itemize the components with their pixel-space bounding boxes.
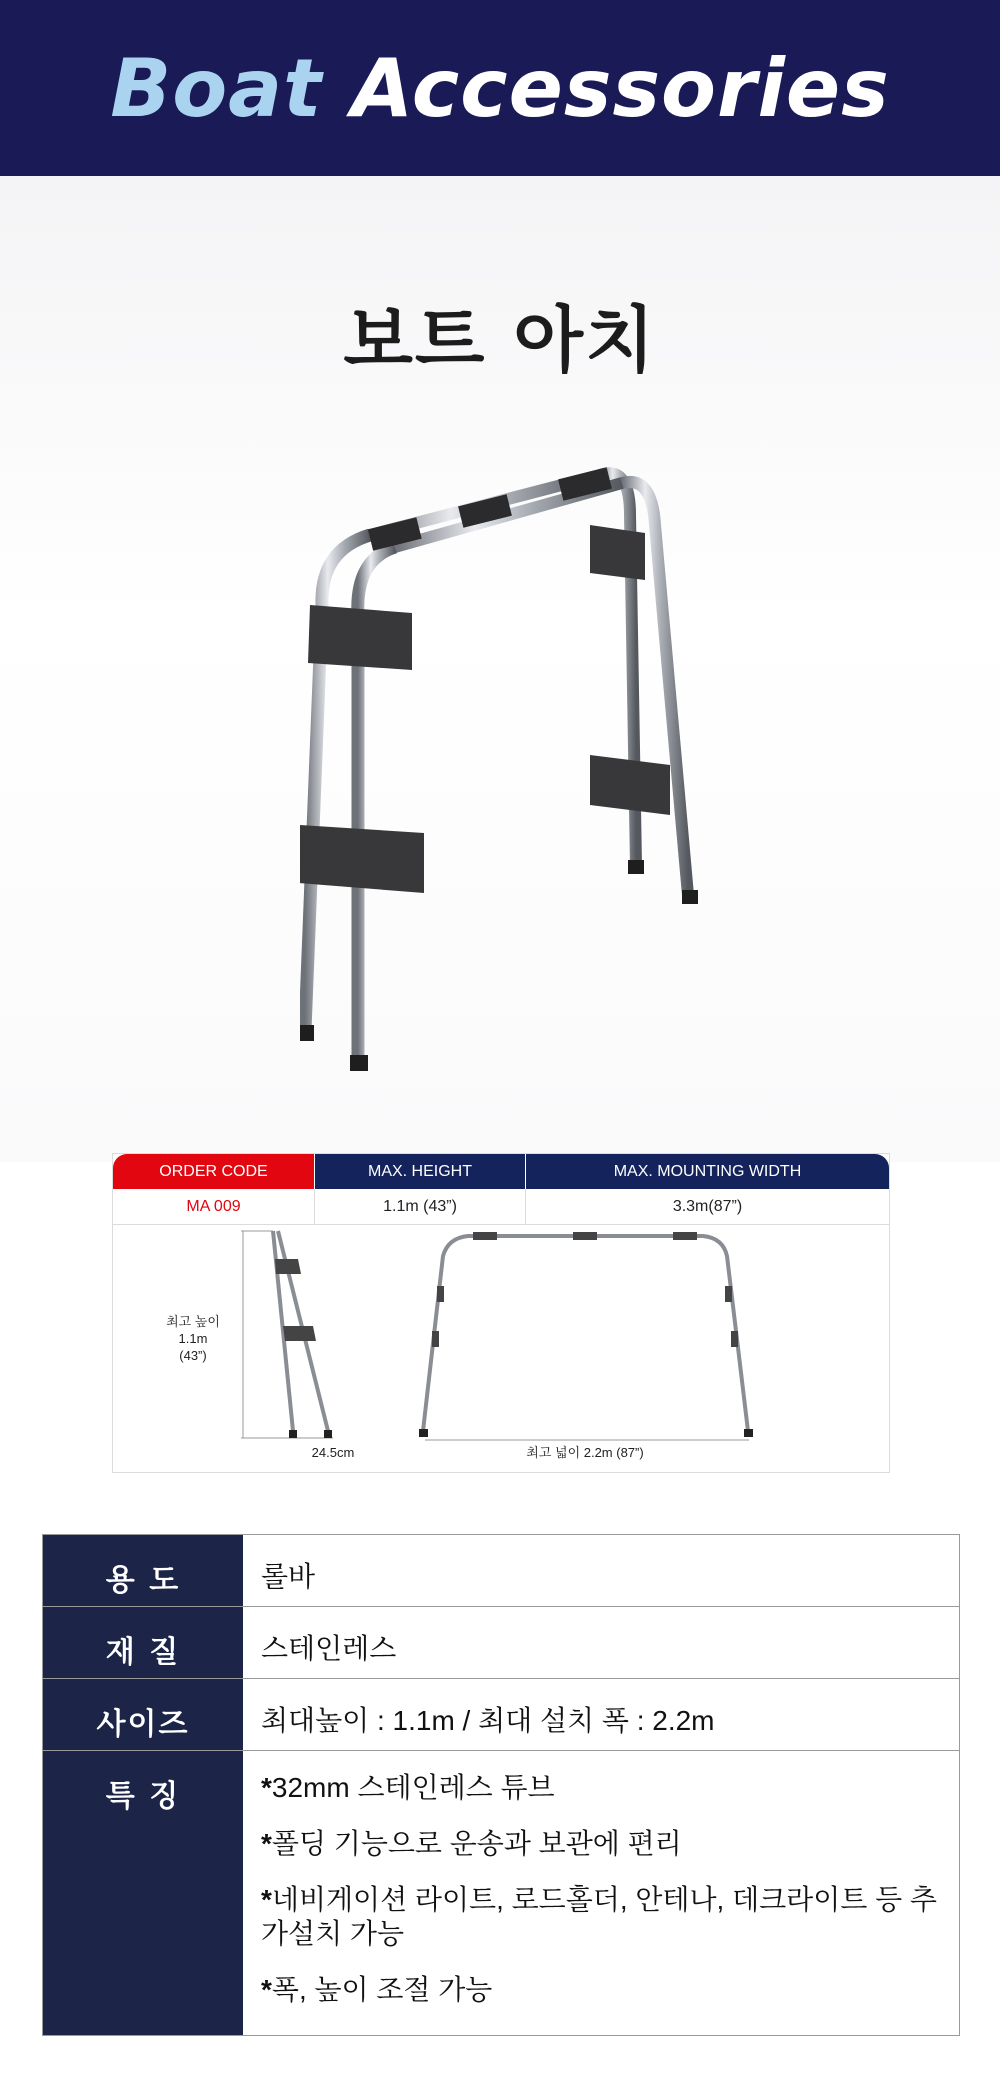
dimension-drawing	[113, 1226, 889, 1472]
feature-bullet: *폭, 높이 조절 가능	[261, 1974, 493, 2005]
height-label-line2: 1.1m	[178, 1331, 208, 1346]
feature-label-size: 사이즈	[43, 1679, 243, 1750]
header-banner	[0, 0, 1000, 176]
value-max-height: 1.1m (43”)	[314, 1189, 525, 1224]
spec-value-row	[113, 1189, 889, 1225]
value-max-mounting-width: 3.3m(87”)	[525, 1189, 889, 1224]
feature-table	[42, 1534, 960, 2036]
header-max-height: MAX. HEIGHT	[314, 1154, 525, 1189]
boat-arch-product-image	[300, 455, 720, 1075]
header-title	[110, 42, 890, 135]
feature-bullet-text: 네비게이션 라이트, 로드홀더, 안테나, 데크라이트 등 추가설치 가능	[261, 1884, 937, 1949]
feature-row-size	[43, 1679, 959, 1751]
header-max-mounting-width: MAX. MOUNTING WIDTH	[525, 1154, 889, 1189]
feature-row-features	[43, 1751, 959, 2035]
feature-value-features	[243, 1751, 959, 2035]
spec-header-row	[113, 1154, 889, 1189]
header-order-code: ORDER CODE	[113, 1154, 314, 1189]
height-dimension-label	[163, 1313, 223, 1364]
product-title: 보트 아치	[343, 298, 657, 382]
width-dimension-label: 최고 넓이 2.2m (87”)	[526, 1445, 644, 1460]
feature-bullet-text: 폴딩 기능으로 운송과 보관에 편리	[271, 1828, 682, 1859]
feature-label-features: 특 징	[43, 1751, 243, 2035]
feature-bullet: *네비게이션 라이트, 로드홀더, 안테나, 데크라이트 등 추가설치 가능	[261, 1884, 937, 1949]
feature-label-usage: 용 도	[43, 1535, 243, 1606]
feature-bullet: *32mm 스테인레스 튜브	[261, 1772, 555, 1803]
spec-table	[112, 1153, 890, 1473]
header-title-boat: Boat	[110, 41, 323, 135]
feature-row-material	[43, 1607, 959, 1679]
feature-value-material: 스테인레스	[261, 1633, 397, 1664]
feature-bullet-text: 32mm 스테인레스 튜브	[271, 1772, 555, 1803]
feature-bullet-text: 폭, 높이 조절 가능	[271, 1974, 493, 2005]
feature-value-usage: 롤바	[261, 1561, 316, 1592]
height-label-line3: (43”)	[179, 1348, 207, 1363]
height-label-line1: 최고 높이	[166, 1314, 220, 1329]
depth-dimension-label: 24.5cm	[311, 1445, 355, 1460]
value-order-code: MA 009	[186, 1197, 241, 1215]
feature-value-size: 최대높이 : 1.1m / 최대 설치 폭 : 2.2m	[261, 1705, 715, 1736]
feature-row-usage	[43, 1535, 959, 1607]
feature-bullet: *폴딩 기능으로 운송과 보관에 편리	[261, 1828, 682, 1859]
feature-label-material: 재 질	[43, 1607, 243, 1678]
dimension-diagram	[113, 1226, 889, 1472]
header-title-accessories: Accessories	[351, 41, 890, 135]
